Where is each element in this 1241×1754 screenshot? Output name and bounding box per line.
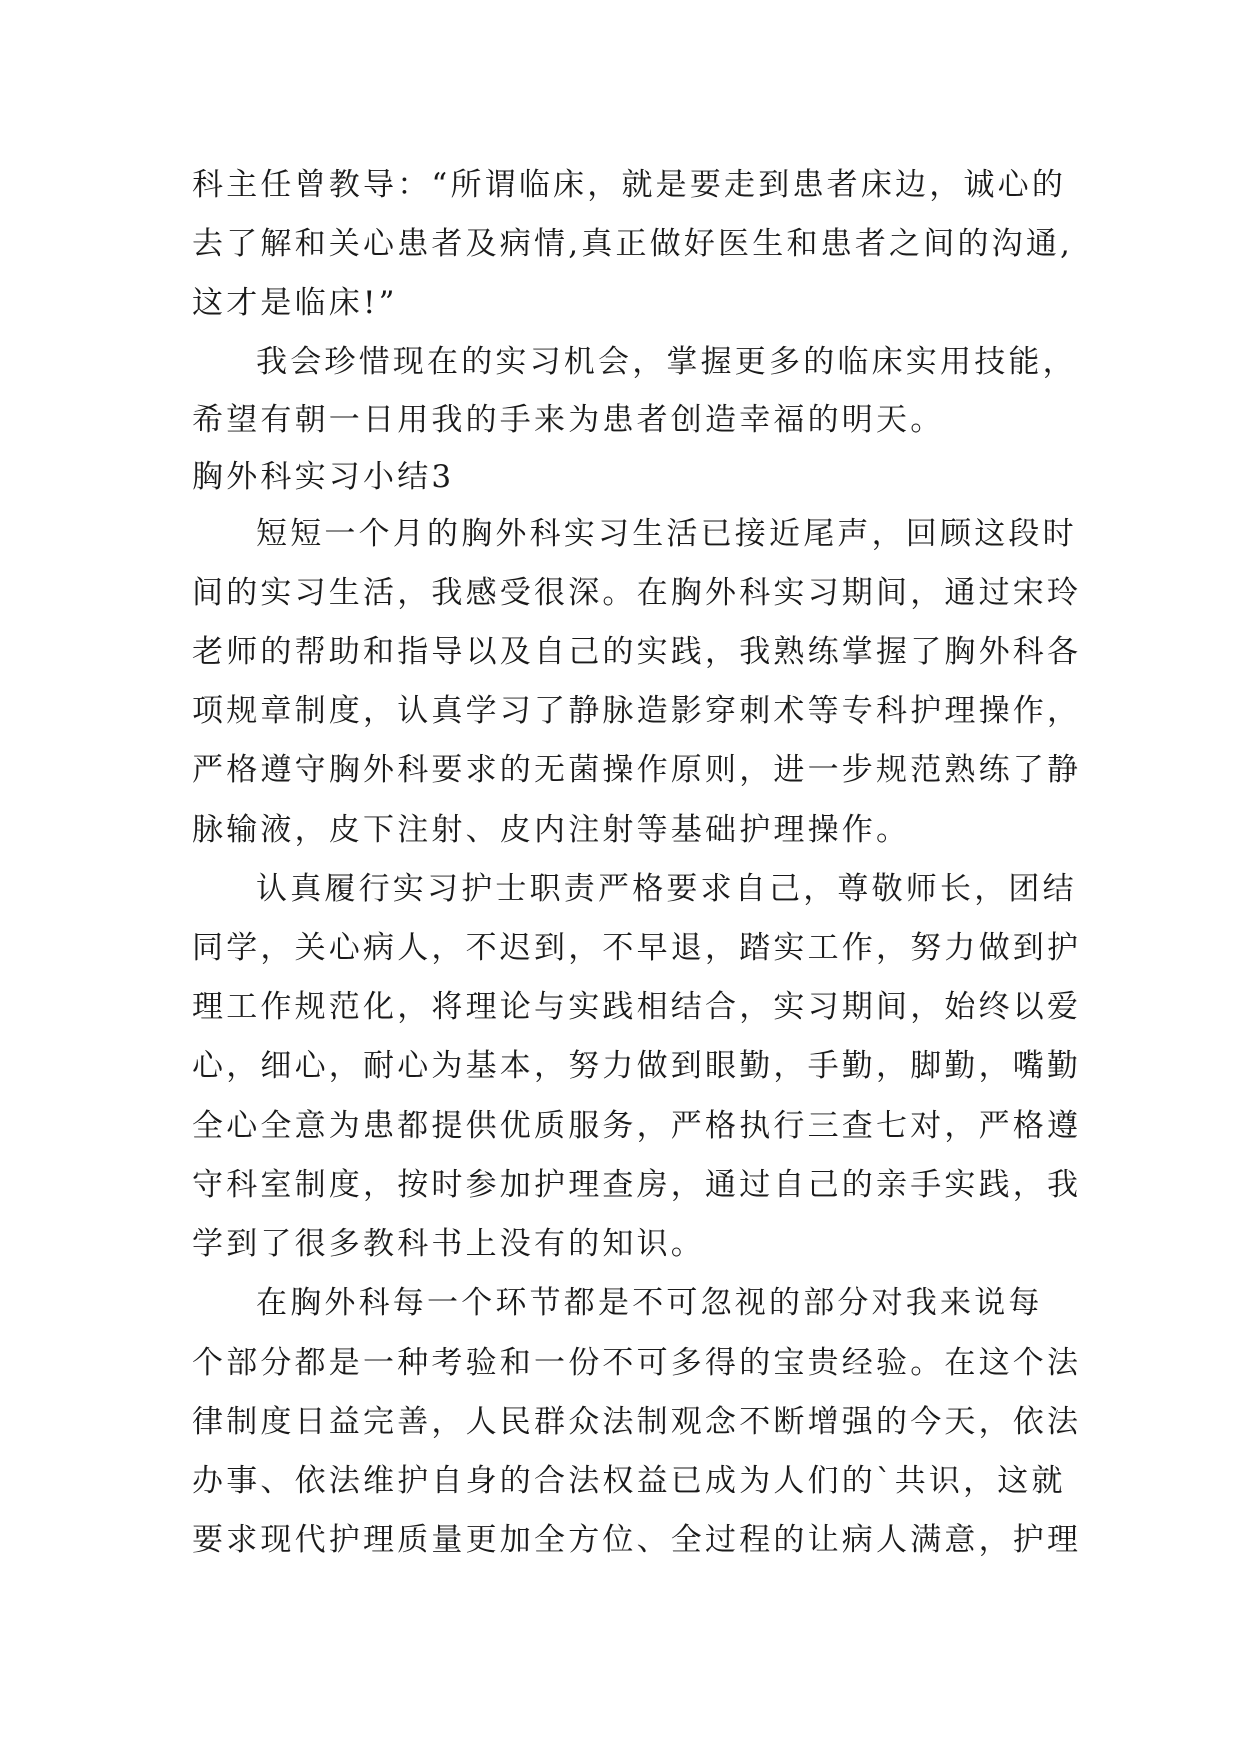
paragraph-first-line: 在胸外科每一个环节都是不可忽视的部分对我来说每 [256,1285,1043,1321]
text-line: 项规章制度，认真学习了静脉造影穿刺术等专科护理操作， [192,693,1082,729]
paragraph-first-line: 认真履行实习护士职责严格要求自己，尊敬师长，团结 [256,871,1077,907]
text-line: 去了解和关心患者及病情,真正做好医生和患者之间的沟通, [192,226,1074,262]
text-line: 个部分都是一种考验和一份不可多得的宝贵经验。在这个法 [192,1345,1082,1381]
text-line: 全心全意为患都提供优质服务，严格执行三查七对，严格遵 [192,1108,1082,1144]
paragraph-first-line: 我会珍惜现在的实习机会，掌握更多的临床实用技能， [256,344,1077,380]
text-line: 这才是临床!” [192,285,398,321]
text-line: 心，细心，耐心为基本，努力做到眼勤，手勤，脚勤，嘴勤 [192,1048,1082,1084]
text-line: 学到了很多教科书上没有的知识。 [192,1226,705,1262]
text-line: 科主任曾教导：“所谓临床，就是要走到患者床边，诚心的 [192,167,1067,203]
text-line: 同学，关心病人，不迟到，不早退，踏实工作，努力做到护 [192,930,1082,966]
text-line: 要求现代护理质量更加全方位、全过程的让病人满意，护理 [192,1522,1082,1558]
paragraph-first-line: 短短一个月的胸外科实习生活已接近尾声，回顾这段时 [256,516,1077,552]
text-line: 理工作规范化，将理论与实践相结合，实习期间，始终以爱 [192,989,1082,1025]
text-line: 老师的帮助和指导以及自己的实践，我熟练掌握了胸外科各 [192,634,1082,670]
text-line: 办事、依法维护自身的合法权益已成为人们的`共识，这就 [192,1463,1066,1499]
text-line: 希望有朝一日用我的手来为患者创造幸福的明天。 [192,402,945,438]
text-line: 守科室制度，按时参加护理查房，通过自己的亲手实践，我 [192,1167,1082,1203]
text-line: 间的实习生活，我感受很深。在胸外科实习期间，通过宋玲 [192,575,1082,611]
text-line: 脉输液，皮下注射、皮内注射等基础护理操作。 [192,812,911,848]
section-heading: 胸外科实习小结3 [192,459,455,495]
text-line: 律制度日益完善，人民群众法制观念不断增强的今天，依法 [192,1404,1082,1440]
text-line: 严格遵守胸外科要求的无菌操作原则，进一步规范熟练了静 [192,752,1082,788]
